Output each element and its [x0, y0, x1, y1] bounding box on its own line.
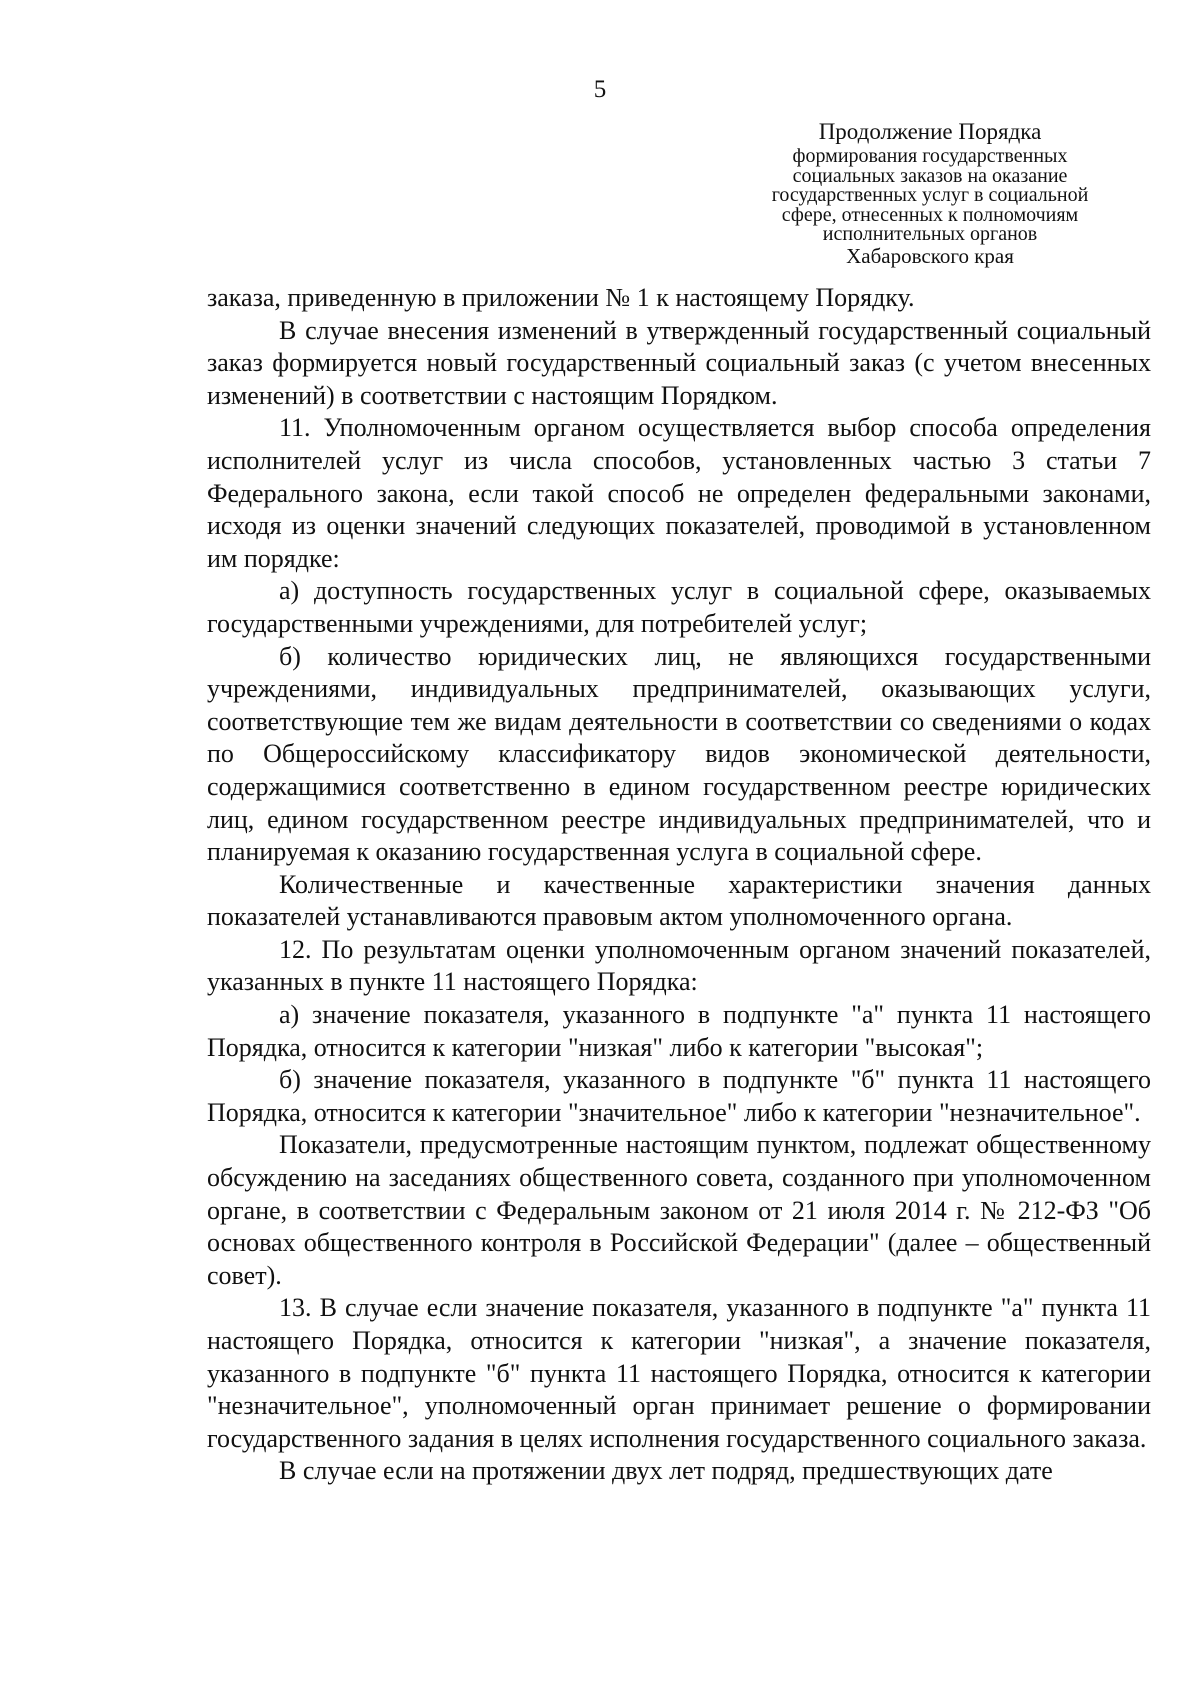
paragraph: а) значение показателя, указанного в подпункте "а" пункта 11 настоящего Порядка, относится к категории "низкая" либо к категории "высокая";	[207, 1000, 1151, 1062]
document-header	[730, 118, 1130, 267]
header-line: государственных услуг в социальной	[771, 184, 1089, 206]
header-title: Продолжение Порядка	[818, 119, 1042, 144]
header-line: формирования государственных	[792, 145, 1068, 167]
paragraph: а) доступность государственных услуг в социальной сфере, оказываемых государственными учреждениями, для потребителей услуг;	[207, 576, 1151, 638]
header-line: социальных заказов на оказание	[792, 164, 1068, 187]
paragraph: заказа, приведенную в приложении № 1 к настоящему Порядку.	[207, 283, 915, 312]
paragraph: 11. Уполномоченным органом осуществляется выбор способа определения исполнителей услуг из числа способов, установленных частью 3 статьи 7 Федерального закона, если такой способ не определен федеральными законами, исходя из оценки значений следующих показателей, проводимой в установленном им порядке:	[207, 413, 1151, 573]
header-line: сфере, отнесенных к полномочиям	[781, 203, 1079, 226]
header-line: исполнительных органов	[822, 223, 1038, 245]
page-number: 5	[593, 76, 607, 103]
paragraph: Количественные и качественные характеристики значения данных показателей устанавливаются правовым актом уполномоченного органа.	[207, 869, 1151, 932]
document-body	[207, 282, 1151, 1488]
paragraph: В случае внесения изменений в утвержденный государственный социальный заказ формируется новый государственный социальный заказ (с учетом внесенных изменений) в соответствии с настоящим Порядком.	[207, 315, 1151, 410]
paragraph: Показатели, предусмотренные настоящим пунктом, подлежат общественному обсуждению на заседаниях общественного совета, созданного при уполномоченном органе, в соответствии с Федеральным законом от 21 июля 2014 г. № 212-ФЗ "Об основах общественного контроля в Российской Федерации" (далее – общественный совет).	[207, 1130, 1151, 1290]
paragraph: 12. По результатам оценки уполномоченным органом значений показателей, указанных в пункте 11 настоящего Порядка:	[207, 934, 1151, 997]
header-line: Хабаровского края	[846, 243, 1014, 268]
paragraph: б) значение показателя, указанного в подпункте "б" пункта 11 настоящего Порядка, относится к категории "значительное" либо к категории "незначительное".	[207, 1065, 1151, 1127]
paragraph: 13. В случае если значение показателя, указанного в подпункте "а" пункта 11 настоящего Порядка, относится к категории "низкая", а значение показателя, указанного в подпункте "б" пункта 11 настоящего Порядка, относится к категории "незначительное", уполномоченный орган принимает решение о формировании государственного задания в целях исполнения государственного социального заказа.	[207, 1293, 1151, 1453]
paragraph: В случае если на протяжении двух лет подряд, предшествующих дате	[279, 1456, 1053, 1486]
paragraph: б) количество юридических лиц, не являющихся государственными учреждениями, индивидуальных предпринимателей, оказывающих услуги, соответствующие тем же видам деятельности в соответствии со сведениями о кодах по Общероссийскому классификатору видов экономической деятельности, содержащимися соответственно в едином государственном реестре юридических лиц, едином государственном реестре индивидуальных предпринимателей, что и планируемая к оказанию государственная услуга в социальной сфере.	[207, 641, 1151, 867]
